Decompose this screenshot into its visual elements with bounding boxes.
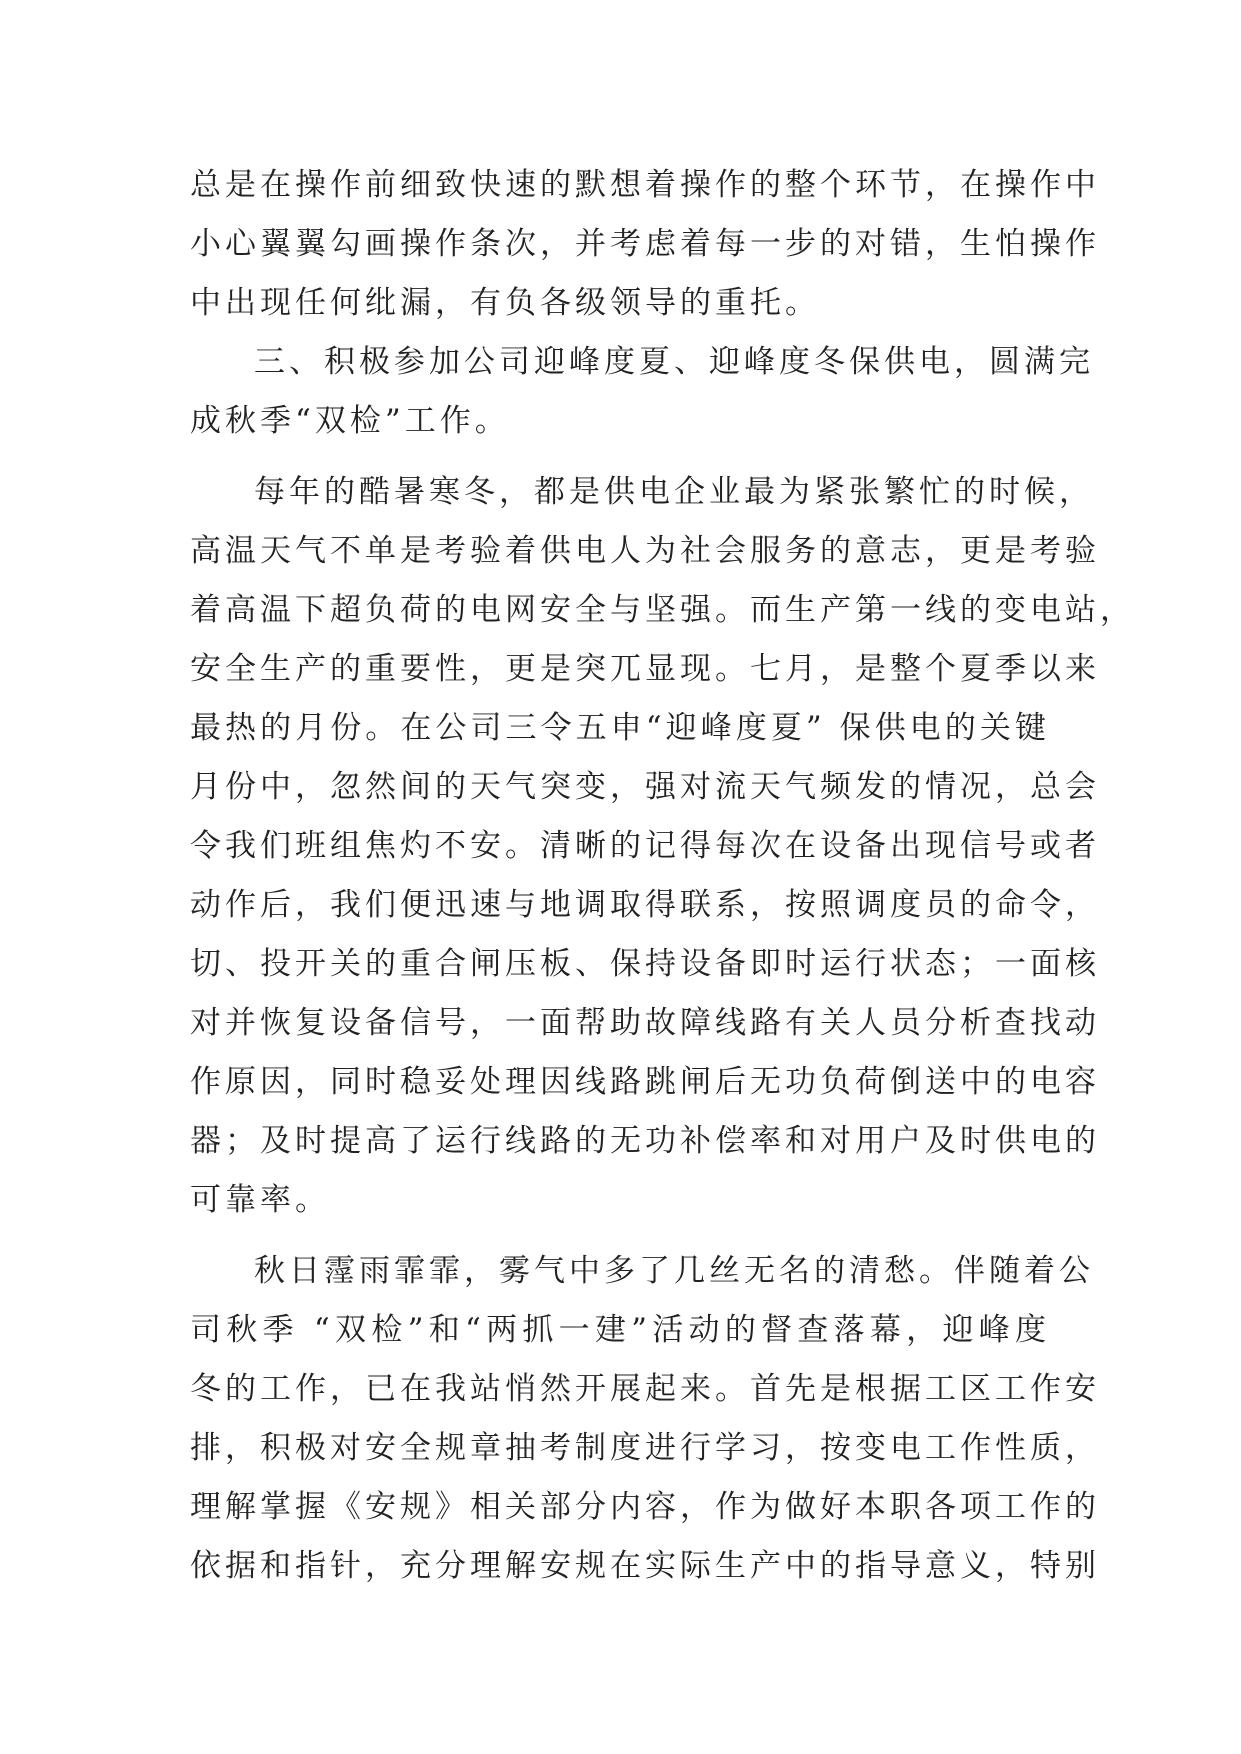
- text-line: 秋日霪雨霏霏，雾气中多了几丝无名的清愁。伴随着公: [254, 1253, 1094, 1289]
- text-line: 总是在操作前细致快速的默想着操作的整个环节，在操作中: [190, 167, 1100, 203]
- paragraph: [190, 156, 1100, 333]
- text-line: 切、投开关的重合闸压板、保持设备即时运行状态；一面核: [190, 946, 1100, 982]
- text-line: 小心翼翼勾画操作条次，并考虑着每一步的对错，生怕操作: [190, 226, 1100, 262]
- text-line: 令我们班组焦灼不安。清晰的记得每次在设备出现信号或者: [190, 828, 1100, 864]
- section-heading: [190, 333, 1094, 451]
- text-line: 排，积极对安全规章抽考制度进行学习，按变电工作性质，: [190, 1430, 1100, 1466]
- text-line: 着高温下超负荷的电网安全与坚强。而生产第一线的变电站，: [190, 592, 1135, 628]
- text-line: 最热的月份。在公司三令五申“迎峰度夏” 保供电的关键: [190, 710, 1050, 746]
- text-line: 冬的工作，已在我站悄然开展起来。首先是根据工区工作安: [190, 1371, 1100, 1407]
- text-line: 理解掌握《安规》相关部分内容，作为做好本职各项工作的: [190, 1489, 1100, 1525]
- paragraph: [190, 463, 1135, 1230]
- text-line: 器；及时提高了运行线路的无功补偿率和对用户及时供电的: [190, 1123, 1100, 1159]
- paragraph-spacer: [190, 1230, 1050, 1242]
- text-line: 对并恢复设备信号，一面帮助故障线路有关人员分析查找动: [190, 1005, 1100, 1041]
- text-line: 月份中，忽然间的天气突变，强对流天气频发的情况，总会: [190, 769, 1100, 805]
- paragraph-spacer: [190, 451, 1050, 463]
- text-line: 作原因，同时稳妥处理因线路跳闸后无功负荷倒送中的电容: [190, 1064, 1100, 1100]
- document-body: [190, 156, 1135, 1596]
- text-line: 中出现任何纰漏，有负各级领导的重托。: [190, 285, 820, 321]
- text-line: 依据和指针，充分理解安规在实际生产中的指导意义，特别: [190, 1548, 1100, 1584]
- text-line: 动作后，我们便迅速与地调取得联系，按照调度员的命令，: [190, 887, 1100, 923]
- text-line: 每年的酷暑寒冬，都是供电企业最为紧张繁忙的时候，: [254, 474, 1094, 510]
- text-line: 高温天气不单是考验着供电人为社会服务的意志，更是考验: [190, 533, 1100, 569]
- text-line: 安全生产的重要性，更是突兀显现。七月，是整个夏季以来: [190, 651, 1100, 687]
- text-line: 可靠率。: [190, 1182, 330, 1218]
- text-line: 成秋季“双检”工作。: [190, 403, 510, 439]
- text-line: 司秋季 “双检”和“两抓一建”活动的督查落幕，迎峰度: [190, 1312, 1050, 1348]
- paragraph: [190, 1242, 1100, 1596]
- text-line: 三、积极参加公司迎峰度夏、迎峰度冬保供电，圆满完: [254, 344, 1094, 380]
